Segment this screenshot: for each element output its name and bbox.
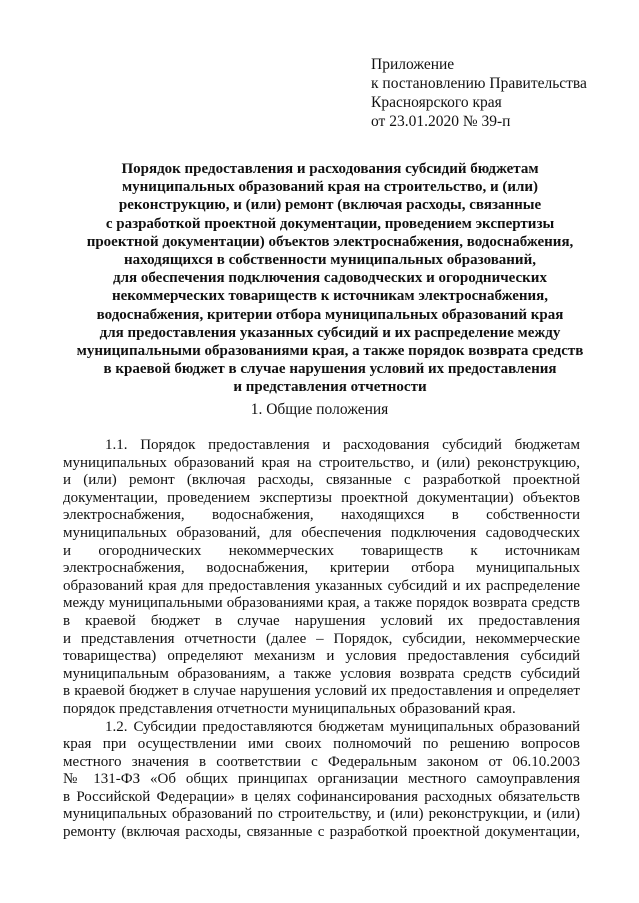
paragraph-1-2-line: местного значения в соответствии с Федеральным законом от 06.10.2003	[63, 753, 580, 770]
paragraph-1-1-line: муниципальным образованиям, а также условия возврата средств субсидий	[63, 665, 580, 682]
paragraph-1-2-line: № 131-ФЗ «Об общих принципах организации местного самоуправления	[63, 771, 580, 788]
paragraph-1-1-line: электроснабжения, водоснабжения, критерии отбора муниципальных	[63, 560, 580, 577]
appendix-header	[371, 55, 626, 131]
appendix-line: от 23.01.2020 № 39-п	[371, 113, 511, 130]
paragraph-1-1-line: образований края для предоставления указанных субсидий и их распределение	[63, 577, 580, 594]
paragraph-1-1-line: и огороднических некоммерческих товариществ к источникам	[63, 542, 580, 559]
paragraph-1-1-line: муниципальных образований, для обеспечения подключения садоводческих	[63, 524, 580, 541]
paragraph-1-2-line: ремонту (включая расходы, связанные с разработкой проектной документации,	[63, 824, 580, 841]
title-line: для обеспечения подключения садоводческих и огороднических	[113, 270, 547, 287]
appendix-line: Красноярского края	[371, 94, 502, 111]
paragraph-1-2-line: в Российской Федерации» в целях софинансирования расходных обязательств	[63, 788, 580, 805]
title-line: и представления отчетности	[233, 379, 427, 396]
paragraph-1-1-line: муниципальных образований края на строительство, и (или) реконструкцию,	[63, 454, 580, 471]
paragraph-1-1-line: между муниципальными образованиями края, а также порядок возврата средств	[63, 595, 580, 612]
section-heading: 1. Общие положения	[250, 401, 389, 418]
paragraph-1-1-line: документации, проведением экспертизы проектной документации) объектов	[63, 489, 580, 506]
paragraph-1-1-line: и (или) ремонт (включая расходы, связанные с разработкой проектной	[63, 472, 580, 489]
paragraph-1-1-line: товарищества) определяют механизм и условия предоставления субсидий	[63, 648, 580, 665]
title-line: водоснабжения, критерии отбора муниципальных образований края	[96, 306, 564, 323]
paragraph-1-2-line: муниципальных образований по строительству, и (или) реконструкции, и (или)	[63, 806, 580, 823]
paragraph-1-1-line: в краевой бюджет в случае нарушения условий их предоставления и определяет	[63, 683, 580, 700]
title-line: находящихся в собственности муниципальных образований,	[124, 252, 536, 269]
title-line: для предоставления указанных субсидий и их распределение между	[99, 324, 561, 341]
paragraph-1-1-line: порядок представления отчетности муниципальных образований края.	[63, 700, 516, 717]
paragraph-1-2-line: края при осуществлении ими своих полномочий по решению вопросов	[63, 736, 580, 753]
title-line: некоммерческих товариществ к источникам электроснабжения,	[111, 288, 549, 305]
title-line: Порядок предоставления и расходования субсидий бюджетам	[121, 161, 539, 177]
title-line: муниципальными образованиями края, а также порядок возврата средств	[76, 343, 584, 360]
document-title	[40, 160, 620, 397]
title-line: с разработкой проектной документации, проведением экспертизы	[105, 215, 555, 232]
appendix-line: Приложение	[371, 56, 455, 73]
appendix-line: к постановлению Правительства	[371, 75, 587, 92]
paragraph-1-2-line: 1.2. Субсидии предоставляются бюджетам муниципальных образований	[105, 718, 580, 735]
paragraph-1-1-line: в краевой бюджет в случае нарушения условий их предоставления	[63, 612, 580, 629]
paragraph-1-1-line: и представления отчетности (далее – Порядок, субсидии, некоммерческие	[63, 630, 580, 647]
paragraph-1-1-line: 1.1. Порядок предоставления и расходования субсидий бюджетам	[105, 437, 580, 453]
title-line: реконструкцию, и (или) ремонт (включая расходы, связанные	[118, 197, 542, 214]
title-line: проектной документации) объектов электроснабжения, водоснабжения,	[86, 233, 574, 250]
body-text	[63, 437, 580, 842]
title-line: муниципальных образований края на строительство, и (или)	[121, 179, 539, 196]
title-line: в краевой бюджет в случае нарушения условий их предоставления	[103, 361, 557, 378]
paragraph-1-1-line: электроснабжения, водоснабжения, находящихся в собственности	[63, 507, 580, 524]
